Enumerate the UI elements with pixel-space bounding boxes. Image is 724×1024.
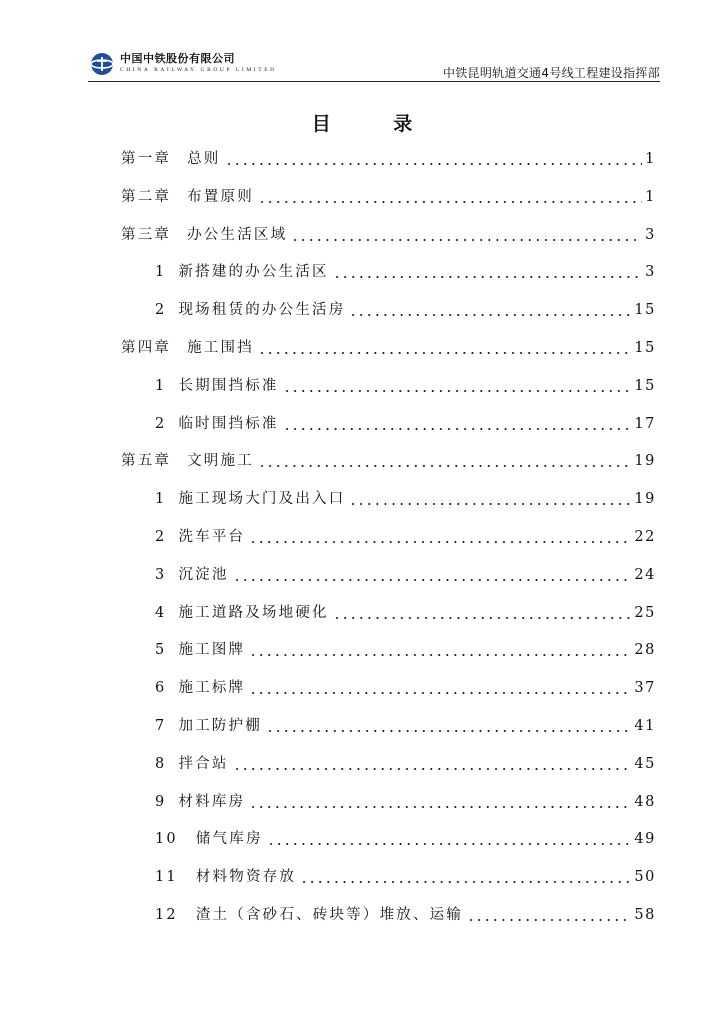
toc-entry-number: 1: [155, 378, 167, 394]
toc-entry-label: [155, 564, 229, 586]
crec-logo-icon: [90, 52, 114, 76]
toc-entry-number: 1: [155, 264, 167, 280]
toc-entry-title: 沉淀池: [178, 567, 229, 583]
toc-dot-leader: [249, 677, 631, 699]
toc-entry-label: [155, 526, 245, 548]
toc-page-number: 49: [634, 831, 656, 847]
toc-chapter-row[interactable]: [0, 450, 724, 472]
company-name-cn: 中国中铁股份有限公司: [120, 52, 235, 65]
toc-chapter-row[interactable]: [0, 148, 724, 170]
toc-dot-leader: [258, 186, 642, 208]
toc-entry-number: 第四章: [121, 340, 172, 356]
toc-entry-number: 9: [155, 794, 167, 810]
toc-page-number: 15: [634, 302, 656, 318]
toc-entry-number: 11: [155, 869, 178, 885]
header-divider: [88, 81, 660, 82]
toc-page-number: 50: [634, 869, 656, 885]
toc-section-row[interactable]: [0, 639, 724, 661]
toc-entry-number: 2: [155, 529, 167, 545]
toc-entry-title: 渣土（含砂石、砖块等）堆放、运输: [195, 907, 464, 923]
toc-entry-title: 施工图牌: [178, 642, 246, 658]
toc-entry-title: 加工防护棚: [178, 718, 262, 734]
toc-entry-number: 2: [155, 302, 167, 318]
toc-entry-label: [155, 904, 463, 926]
toc-entry-label: [155, 602, 329, 624]
toc-entry-title: 拌合站: [178, 756, 229, 772]
toc-page-number: 19: [634, 453, 656, 469]
toc-dot-leader: [291, 224, 642, 246]
toc-dot-leader: [267, 828, 631, 850]
toc-entry-number: 1: [155, 491, 167, 507]
toc-dot-leader: [283, 375, 631, 397]
toc-entry-label: [155, 375, 279, 397]
toc-dot-leader: [333, 602, 631, 624]
toc-entry-number: 5: [155, 642, 167, 658]
toc-entry-label: [155, 828, 263, 850]
toc-entry-label: [121, 148, 221, 170]
toc-dot-leader: [249, 791, 631, 813]
toc-page-number: 1: [645, 189, 656, 205]
toc-entry-number: 7: [155, 718, 167, 734]
toc-entry-title: 长期围挡标准: [178, 378, 279, 394]
toc-entry-number: 第一章: [121, 151, 172, 167]
toc-page-number: 15: [634, 378, 656, 394]
toc-page-number: 48: [634, 794, 656, 810]
toc-entry-label: [121, 186, 254, 208]
toc-dot-leader: [349, 488, 631, 510]
toc-entry-number: 6: [155, 680, 167, 696]
toc-chapter-row[interactable]: [0, 186, 724, 208]
toc-entry-title: 施工标牌: [178, 680, 246, 696]
toc-entry-title: 洗车平台: [178, 529, 246, 545]
toc-section-row[interactable]: [0, 413, 724, 435]
company-name-en: CHINA RAILWAY GROUP LIMITED: [120, 67, 277, 73]
toc-entry-label: [155, 413, 279, 435]
toc-section-row[interactable]: [0, 828, 724, 850]
toc-dot-leader: [233, 564, 631, 586]
toc-entry-label: [121, 337, 254, 359]
toc-entry-label: [155, 677, 245, 699]
toc-page-number: 25: [634, 605, 656, 621]
toc-section-row[interactable]: [0, 488, 724, 510]
toc-dot-leader: [349, 299, 631, 321]
toc-entry-number: 8: [155, 756, 167, 772]
toc-section-row[interactable]: [0, 299, 724, 321]
project-name: 中铁昆明轨道交通4号线工程建设指挥部: [442, 66, 660, 80]
toc-dot-leader: [249, 639, 631, 661]
toc-page-number: 1: [645, 151, 656, 167]
toc-section-row[interactable]: [0, 715, 724, 737]
toc-entry-title: 现场租赁的办公生活房: [178, 302, 346, 318]
toc-chapter-row[interactable]: [0, 337, 724, 359]
toc-entry-number: 10: [155, 831, 178, 847]
toc-entry-title: 施工围挡: [187, 340, 254, 356]
toc-entry-title: 布置原则: [187, 189, 254, 205]
toc-entry-label: [155, 488, 345, 510]
toc-page-number: 22: [634, 529, 656, 545]
toc-dot-leader: [249, 526, 631, 548]
toc-page-number: 45: [634, 756, 656, 772]
toc-page-number: 41: [634, 718, 656, 734]
toc-entry-label: [155, 299, 345, 321]
toc-entry-title: 新搭建的办公生活区: [178, 264, 329, 280]
toc-entry-label: [155, 866, 296, 888]
toc-section-row[interactable]: [0, 564, 724, 586]
toc-section-row[interactable]: [0, 375, 724, 397]
toc-entry-title: 储气库房: [195, 831, 263, 847]
toc-entry-label: [155, 753, 229, 775]
toc-entry-label: [121, 224, 287, 246]
toc-chapter-row[interactable]: [0, 224, 724, 246]
toc-page-number: 58: [634, 907, 656, 923]
toc-section-row[interactable]: [0, 261, 724, 283]
toc-entry-title: 总则: [187, 151, 221, 167]
toc-entry-title: 临时围挡标准: [178, 416, 279, 432]
toc-page-number: 15: [634, 340, 656, 356]
toc-section-row[interactable]: [0, 677, 724, 699]
toc-page-number: 17: [634, 416, 656, 432]
toc-section-row[interactable]: [0, 526, 724, 548]
toc-title: 目 录: [311, 113, 441, 135]
toc-section-row[interactable]: [0, 904, 724, 926]
toc-entry-number: 2: [155, 416, 167, 432]
toc-entry-title: 材料物资存放: [195, 869, 297, 885]
toc-dot-leader: [333, 261, 642, 283]
toc-section-row[interactable]: [0, 791, 724, 813]
toc-dot-leader: [283, 413, 631, 435]
toc-page-number: 3: [645, 264, 656, 280]
toc-dot-leader: [266, 715, 631, 737]
toc-entry-label: [155, 715, 262, 737]
toc-entry-number: 12: [155, 907, 178, 923]
toc-section-row[interactable]: [0, 866, 724, 888]
toc-entry-number: 3: [155, 567, 167, 583]
toc-entry-title: 材料库房: [178, 794, 246, 810]
toc-section-row[interactable]: [0, 753, 724, 775]
toc-entry-title: 文明施工: [187, 453, 254, 469]
toc-entry-label: [155, 261, 329, 283]
toc-dot-leader: [258, 337, 631, 359]
toc-dot-leader: [258, 450, 631, 472]
toc-entry-number: 第三章: [121, 227, 172, 243]
page-header: [88, 48, 660, 82]
toc-entry-label: [121, 450, 254, 472]
toc-entry-number: 第五章: [121, 453, 172, 469]
toc-page-number: 28: [634, 642, 656, 658]
toc-page-number: 19: [634, 491, 656, 507]
toc-entry-title: 施工现场大门及出入口: [178, 491, 346, 507]
toc-section-row[interactable]: [0, 602, 724, 624]
toc-entry-label: [155, 791, 245, 813]
toc-entry-label: [155, 639, 245, 661]
toc-dot-leader: [233, 753, 631, 775]
toc-page-number: 24: [634, 567, 656, 583]
toc-page-number: 37: [634, 680, 656, 696]
toc-dot-leader: [300, 866, 631, 888]
toc-dot-leader: [225, 148, 642, 170]
toc-entry-title: 施工道路及场地硬化: [178, 605, 329, 621]
toc-entry-number: 4: [155, 605, 167, 621]
toc-dot-leader: [467, 904, 631, 926]
toc-entry-number: 第二章: [121, 189, 172, 205]
toc-page-number: 3: [645, 227, 656, 243]
toc-entry-title: 办公生活区域: [187, 227, 288, 243]
